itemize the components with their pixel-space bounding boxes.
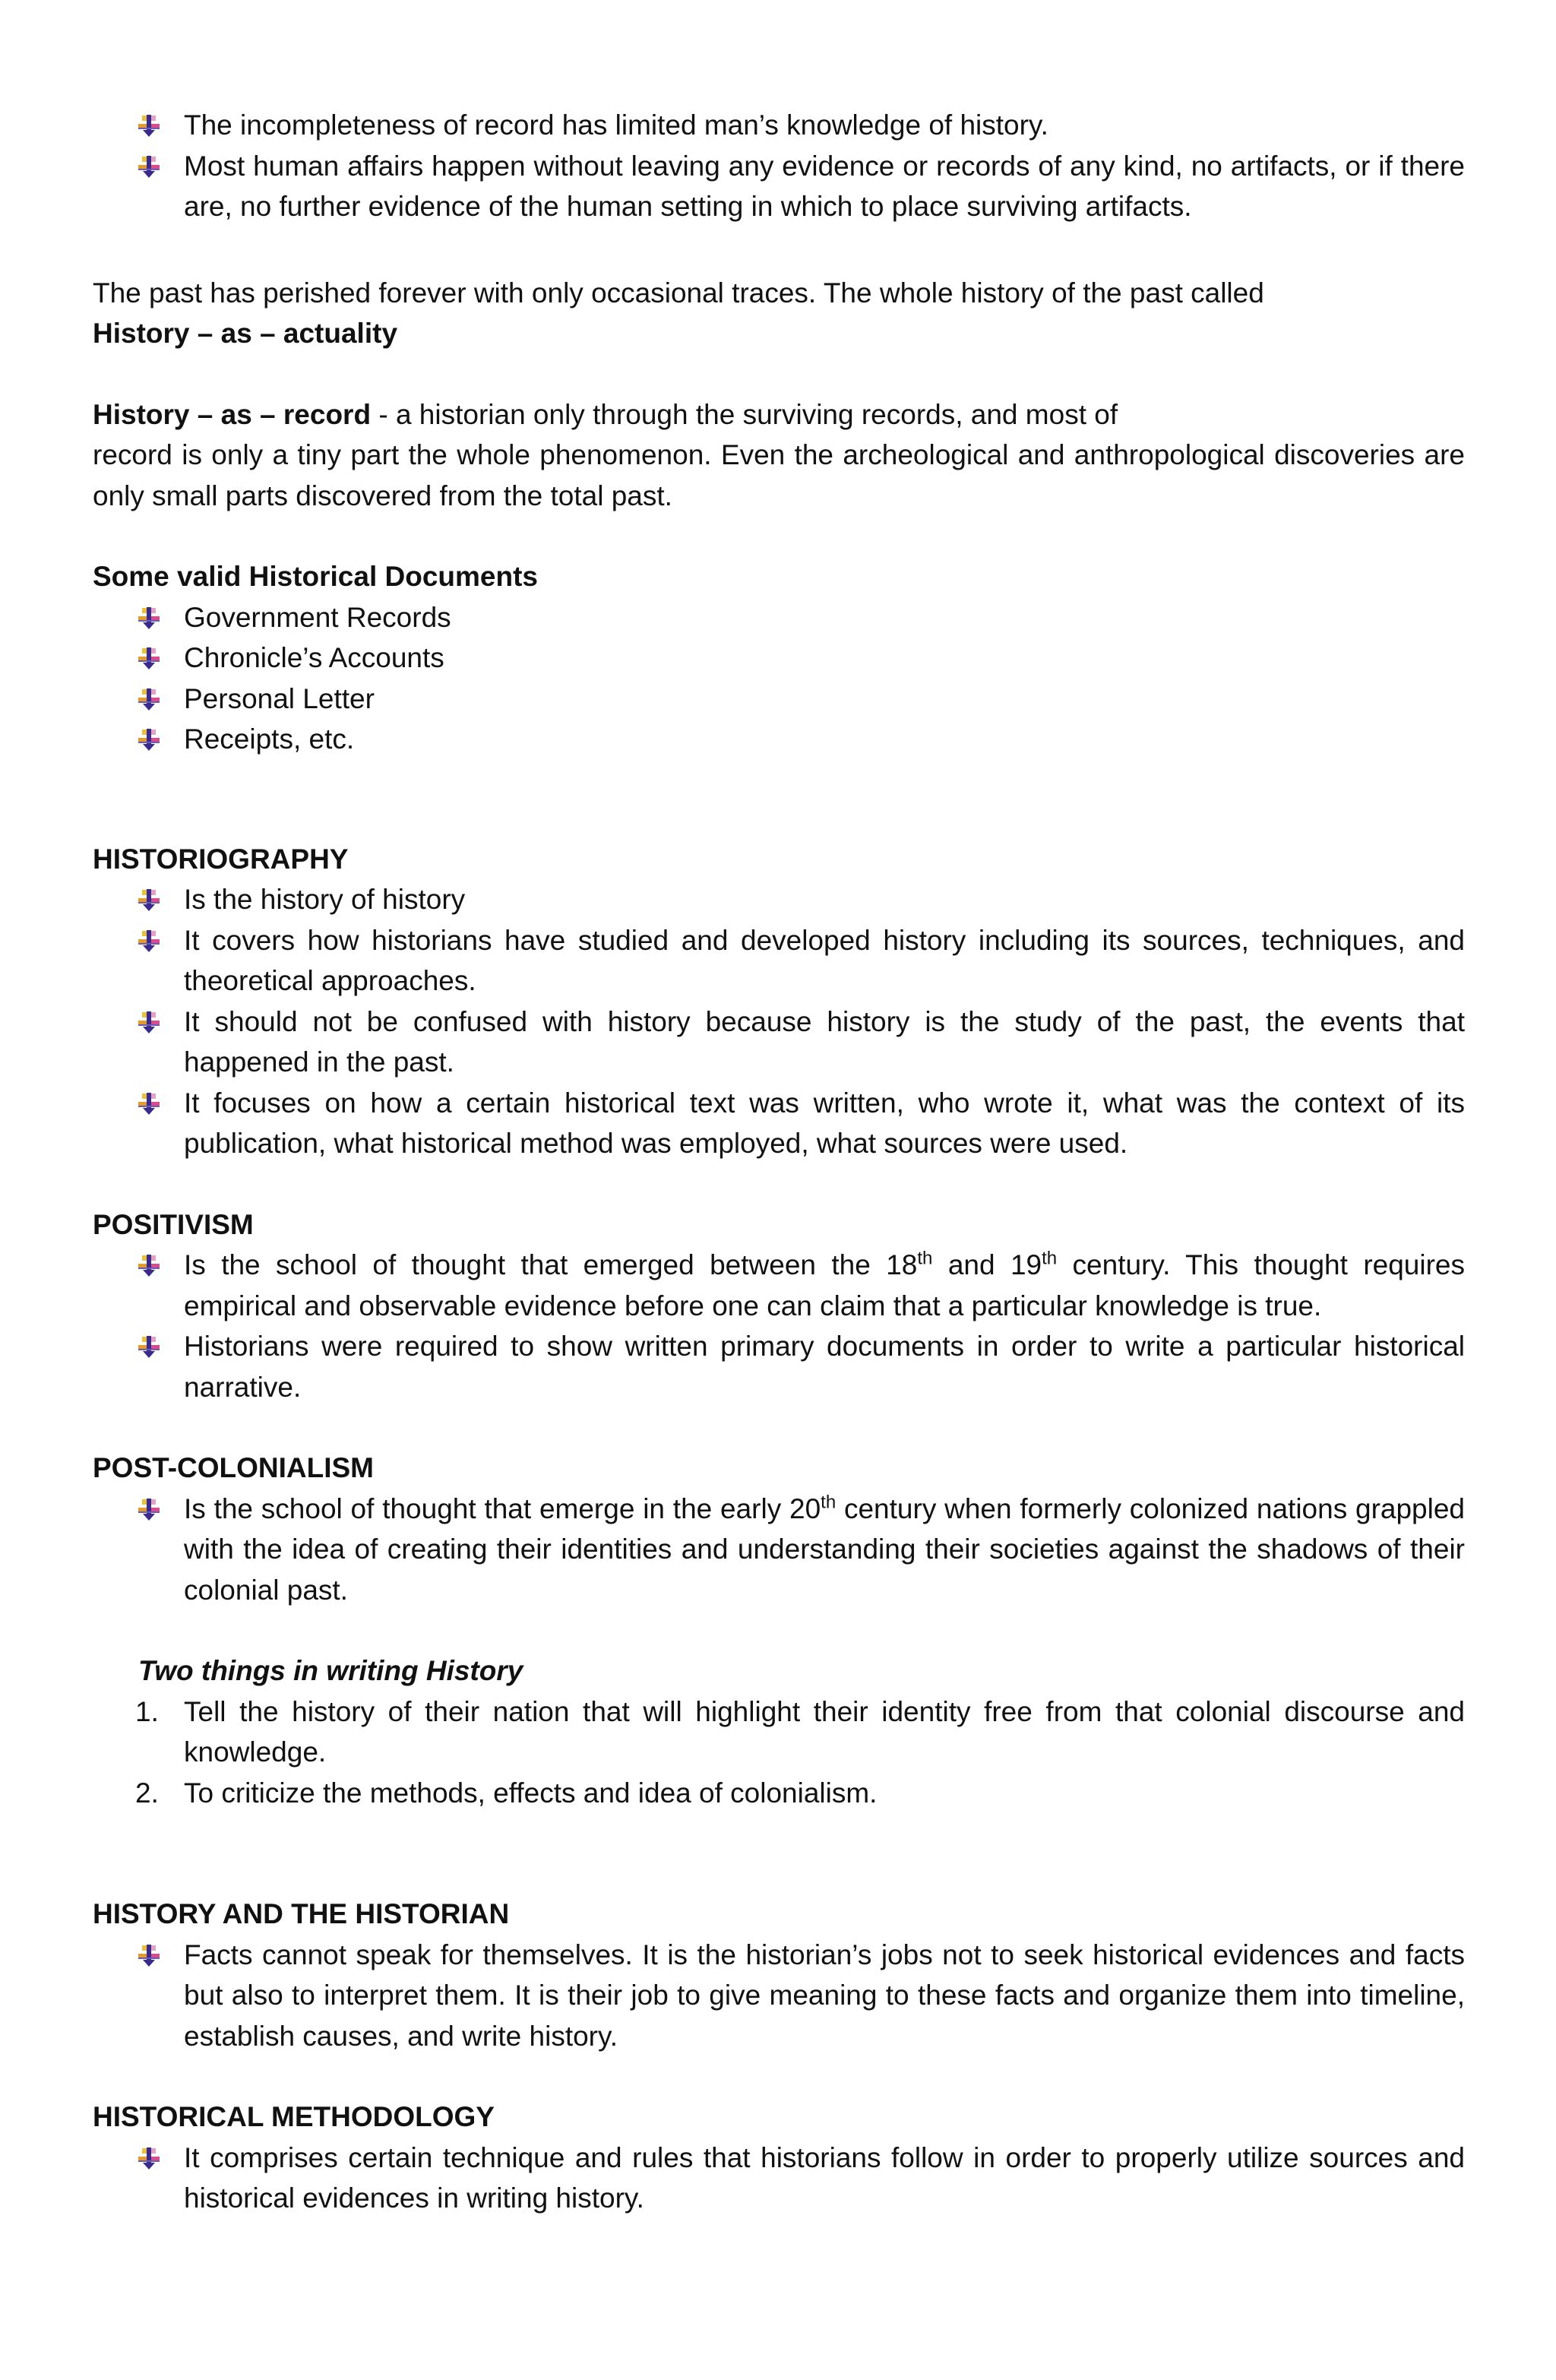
historiography-heading: HISTORIOGRAPHY	[93, 843, 349, 875]
list-item	[93, 1326, 1465, 1407]
history-and-historian-list	[93, 1935, 1465, 2057]
historical-methodology-heading: HISTORICAL METHODOLOGY	[93, 2101, 495, 2132]
list-item	[93, 105, 1465, 146]
arrow-down-bullet-icon	[137, 1091, 161, 1116]
arrow-down-bullet-icon	[137, 929, 161, 953]
list-item-text: The incompleteness of record has limited man’s knowledge of history.	[184, 109, 1048, 141]
list-item-text: century when formerly colonized nations grappled with the idea of creating their identities and understanding their societies against the shadows of their colonial past.	[184, 1492, 1466, 1606]
list-item-text: Is the history of history	[184, 884, 466, 915]
list-item	[93, 2138, 1465, 2219]
list-item	[93, 638, 1465, 679]
list-item-text: It should not be confused with history because history is the study of the past, the events that happened in the past.	[184, 1005, 1465, 1078]
list-item	[93, 879, 1465, 920]
arrow-down-bullet-icon	[137, 727, 161, 752]
two-things-subtitle: Two things in writing History	[138, 1655, 523, 1686]
documents-list	[93, 597, 1465, 760]
arrow-down-bullet-icon	[137, 2146, 161, 2170]
list-item	[93, 1083, 1465, 1164]
history-as-record-paragraph	[93, 394, 1465, 517]
list-item-text: Government Records	[184, 601, 451, 633]
list-item-text: It comprises certain technique and rules that historians follow in order to properly utilize sources and historical evidences in writing history.	[184, 2141, 1465, 2214]
list-item-text: Is the school of thought that emerge in the early 20	[184, 1492, 821, 1524]
history-as-actuality-term: History – as – actuality	[93, 318, 398, 349]
list-item-text: Receipts, etc.	[184, 723, 355, 755]
list-item-text: It covers how historians have studied and developed history including its sources, techniques, and theoretical approaches.	[184, 924, 1465, 996]
arrow-down-bullet-icon	[137, 1943, 161, 1967]
superscript: th	[821, 1492, 837, 1513]
historiography-list	[93, 879, 1465, 1164]
numbered-item-text: To criticize the methods, effects and idea of colonialism.	[184, 1777, 878, 1809]
superscript: th	[917, 1248, 933, 1269]
post-colonialism-heading: POST-COLONIALISM	[93, 1452, 374, 1483]
two-things-list	[93, 1692, 1465, 1814]
arrow-down-bullet-icon	[137, 606, 161, 630]
item-number: 1.	[135, 1695, 159, 1727]
list-item-text: It focuses on how a certain historical text was written, who wrote it, what was the context of its publication, what historical method was employed, what sources were used.	[184, 1087, 1465, 1159]
item-number: 2.	[135, 1777, 159, 1809]
list-item-text: Most human affairs happen without leaving any evidence or records of any kind, no artifacts, or if there are, no further evidence of the human setting in which to place surviving artifacts.	[184, 150, 1465, 222]
list-item-text: and 19	[932, 1249, 1042, 1280]
past-paragraph-text: The past has perished forever with only occasional traces. The whole history of the past called	[93, 277, 1264, 309]
history-as-record-term: History – as – record	[93, 398, 372, 430]
positivism-list	[93, 1245, 1465, 1407]
arrow-down-bullet-icon	[137, 687, 161, 711]
list-item	[93, 920, 1465, 1002]
arrow-down-bullet-icon	[137, 113, 161, 138]
history-and-historian-heading: HISTORY AND THE HISTORIAN	[93, 1898, 510, 1929]
arrow-down-bullet-icon	[137, 646, 161, 670]
intro-list	[93, 105, 1465, 227]
arrow-down-bullet-icon	[137, 1253, 161, 1277]
numbered-item	[93, 1692, 1465, 1773]
past-paragraph	[93, 273, 1465, 354]
list-item-text: Is the school of thought that emerged between the 18	[184, 1249, 918, 1280]
numbered-item-text: Tell the history of their nation that will highlight their identity free from that colonial discourse and knowledge.	[184, 1695, 1465, 1768]
arrow-down-bullet-icon	[137, 1497, 161, 1521]
historical-methodology-list	[93, 2138, 1465, 2219]
list-item	[93, 679, 1465, 720]
list-item	[93, 1002, 1465, 1083]
list-item-text: Chronicle’s Accounts	[184, 642, 444, 673]
list-item	[93, 1935, 1465, 2057]
list-item	[93, 146, 1465, 227]
arrow-down-bullet-icon	[137, 1334, 161, 1359]
history-as-record-rest: record is only a tiny part the whole phenomenon. Even the archeological and anthropological discoveries are only small parts discovered from the total past.	[93, 439, 1465, 511]
numbered-item	[93, 1773, 1465, 1814]
superscript: th	[1042, 1248, 1058, 1269]
list-item-text: Personal Letter	[184, 682, 375, 714]
arrow-down-bullet-icon	[137, 154, 161, 179]
list-item	[93, 1245, 1465, 1326]
list-item	[93, 1489, 1465, 1611]
list-item-text: Facts cannot speak for themselves. It is the historian’s jobs not to seek historical evidences and facts but also to interpret them. It is their job to give meaning to these facts and organize them into timeline, establish causes, and write history.	[184, 1938, 1465, 2052]
positivism-heading: POSITIVISM	[93, 1208, 254, 1240]
history-as-record-line1: - a historian only through the surviving records, and most of	[371, 398, 1118, 430]
list-item	[93, 597, 1465, 638]
post-colonialism-list	[93, 1489, 1465, 1611]
list-item-text: century. This thought requires empirical and observable evidence before one can claim that a particular knowledge is true.	[184, 1249, 1465, 1321]
arrow-down-bullet-icon	[137, 1010, 161, 1034]
list-item-text: Historians were required to show written primary documents in order to write a particular historical narrative.	[184, 1331, 1465, 1403]
arrow-down-bullet-icon	[137, 888, 161, 912]
list-item	[93, 719, 1465, 760]
documents-heading: Some valid Historical Documents	[93, 561, 539, 592]
